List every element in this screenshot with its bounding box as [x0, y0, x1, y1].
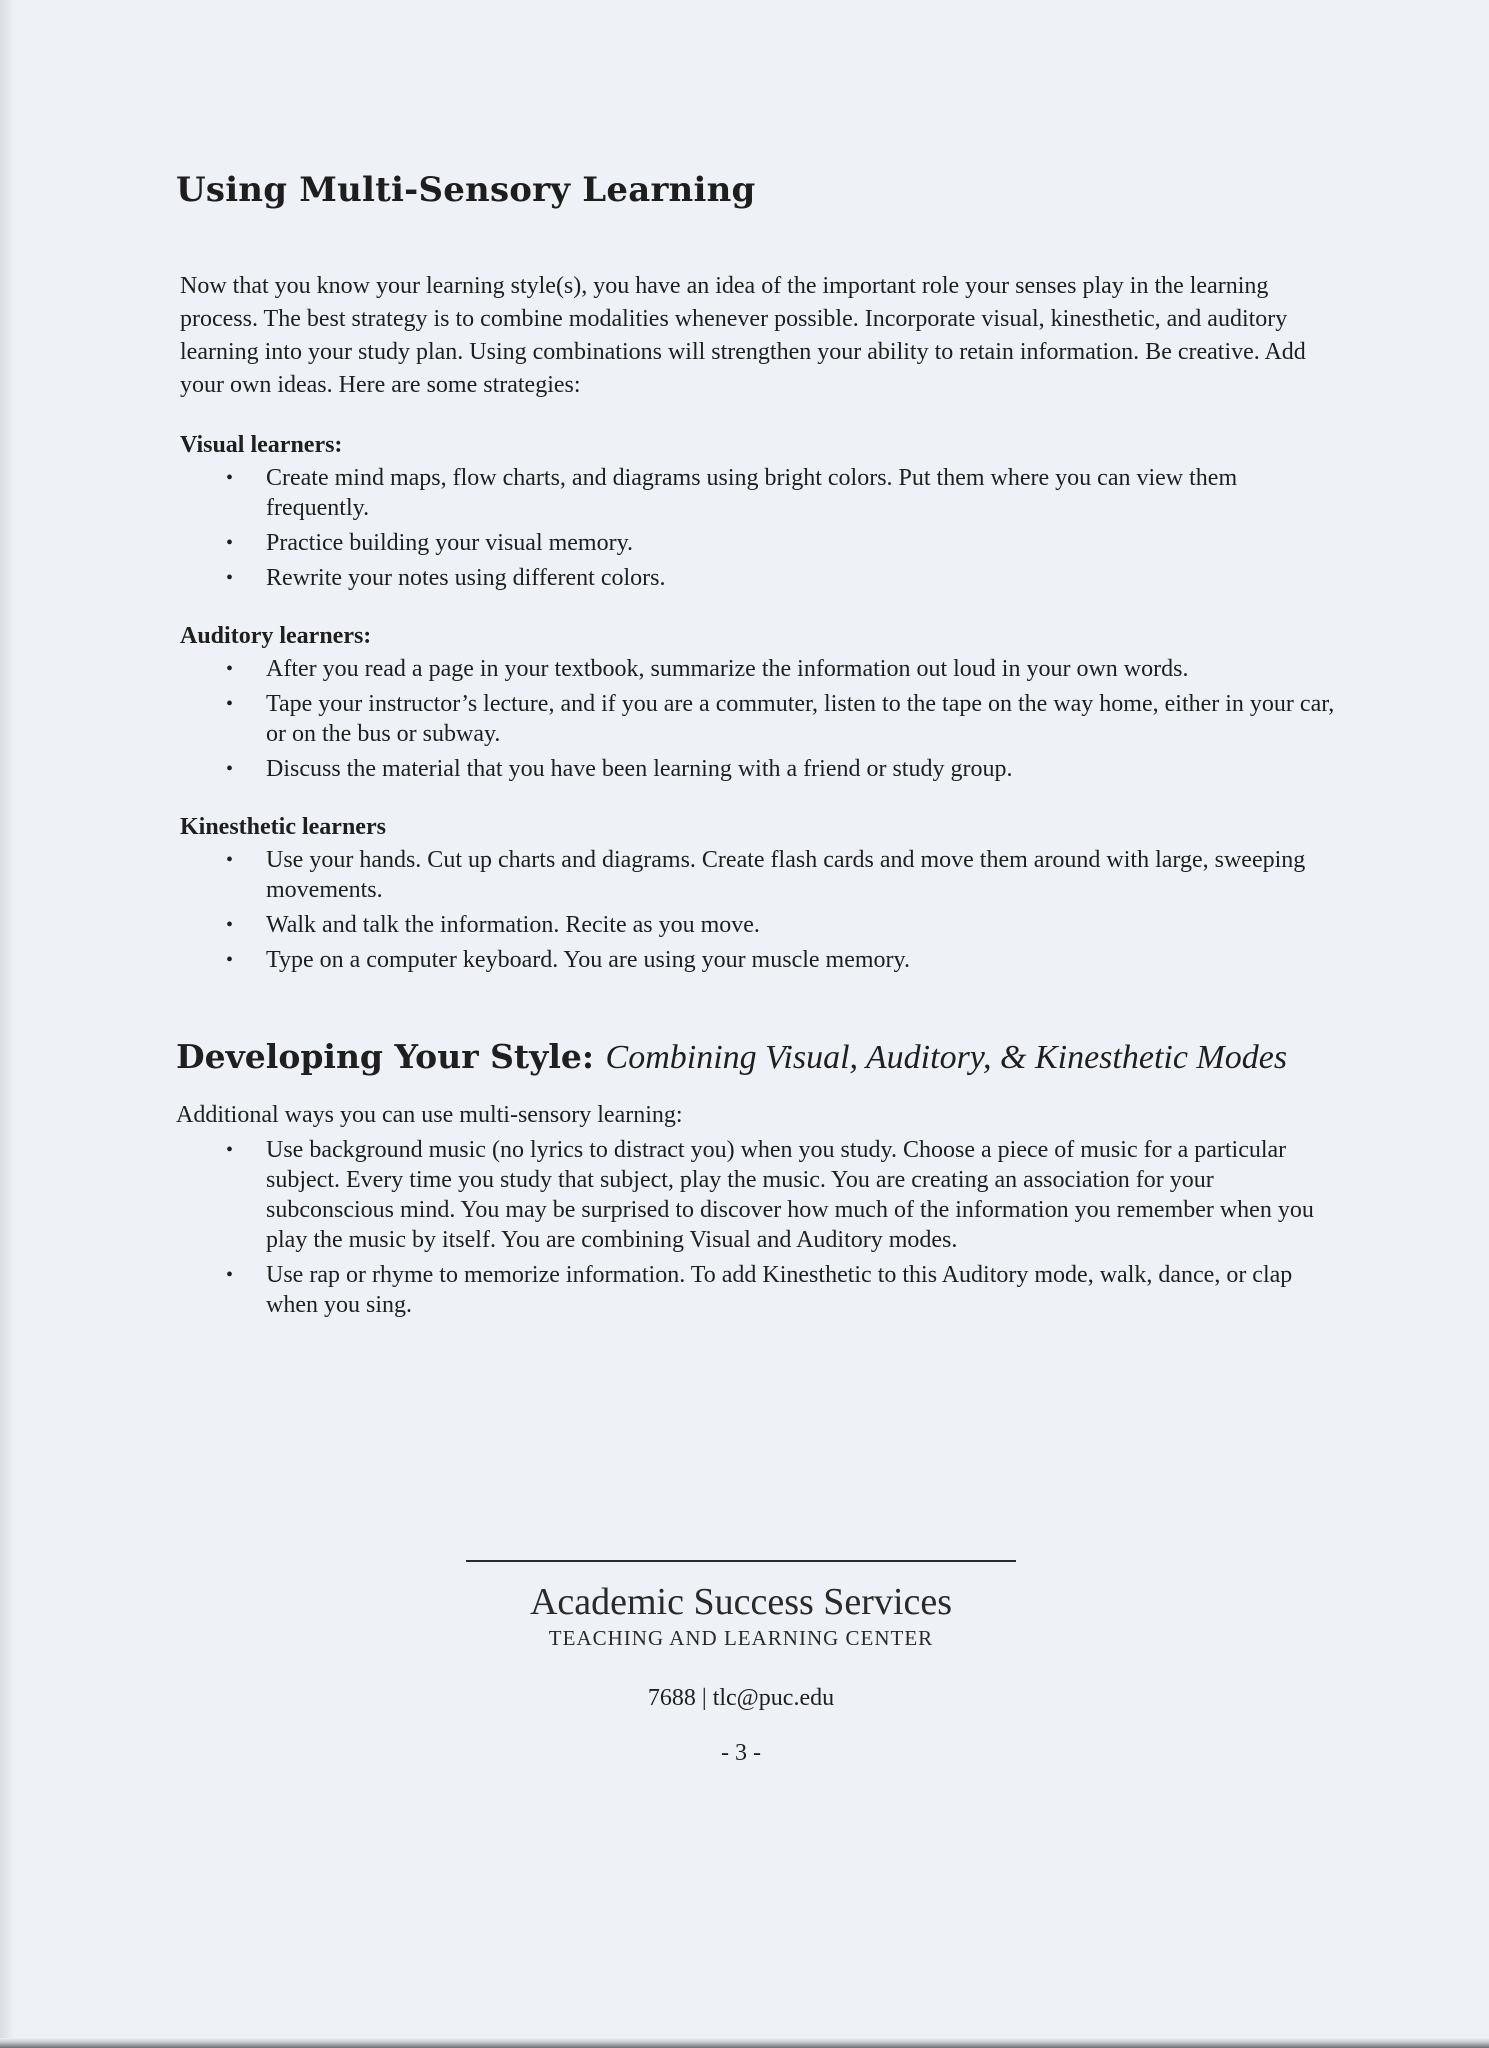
footer-divider [466, 1560, 1016, 1562]
bullet-icon: • [226, 1139, 234, 1161]
bullet-icon: • [226, 693, 234, 715]
list-item-text: Use your hands. Cut up charts and diagrams. Create flash cards and move them around with large, sweeping movements. [266, 847, 1306, 903]
list-item [226, 528, 1336, 558]
list-item [226, 754, 1336, 784]
style-section-list [176, 1135, 1336, 1320]
list-item [226, 945, 1336, 975]
list-item-text: Rewrite your notes using different colors. [266, 565, 666, 591]
bullet-icon: • [226, 914, 234, 936]
auditory-learners-section [176, 623, 1336, 784]
list-item-text: Discuss the material that you have been learning with a friend or study group. [266, 756, 1013, 782]
page-number: - 3 - [721, 1740, 761, 1766]
scan-edge-bottom [0, 2038, 1489, 2048]
footer-center-name: TEACHING AND LEARNING CENTER [548, 1626, 934, 1650]
list-item [226, 463, 1336, 523]
kinesthetic-learners-section [176, 814, 1336, 975]
bullet-icon: • [226, 849, 234, 871]
list-item-text: Type on a computer keyboard. You are using your muscle memory. [266, 947, 910, 973]
list-item [226, 845, 1336, 905]
list-item [226, 654, 1336, 684]
list-item-text: Walk and talk the information. Recite as you move. [266, 912, 760, 938]
intro-paragraph: Now that you know your learning style(s), you have an idea of the important role your senses play in the learning process. The best strategy is to combine modalities whenever possible. Incorporate visual, kinesthetic, and auditory learning into your study plan. Using combinations will strengthen your ability to retain information. Be creative. Add your own ideas. Here are some strategies: [180, 273, 1306, 398]
visual-learners-section [176, 432, 1336, 593]
list-item-text: Create mind maps, flow charts, and diagrams using bright colors. Put them where you can view them frequently. [266, 465, 1238, 521]
list-item-text: Use rap or rhyme to memorize information. To add Kinesthetic to this Auditory mode, walk, dance, or clap when you sing. [266, 1262, 1293, 1318]
list-item [226, 1135, 1336, 1255]
page-content [176, 170, 1336, 1325]
style-section-intro: Additional ways you can use multi-sensory learning: [176, 1102, 683, 1128]
scan-edge-left [0, 0, 14, 2048]
bullet-icon: • [226, 567, 234, 589]
list-item [226, 1260, 1336, 1320]
list-item-text: Use background music (no lyrics to distract you) when you study. Choose a piece of music for a particular subject. Every time you study that subject, play the music. You are creating an association for your subconscious mind. You may be surprised to discover how much of the information you remember when you play the music by itself. You are combining Visual and Auditory modes. [266, 1137, 1314, 1253]
page-title: Using Multi-Sensory Learning [176, 170, 756, 210]
style-section-title: Developing Your Style: [176, 1037, 595, 1076]
auditory-learners-list [176, 654, 1336, 784]
list-item-text: Tape your instructor’s lecture, and if you are a commuter, listen to the tape on the way home, either in your car, or on the bus or subway. [266, 691, 1335, 747]
footer-contact: 7688 | tlc@puc.edu [647, 1685, 835, 1711]
section-heading-visual: Visual learners: [180, 432, 343, 458]
section-heading-auditory: Auditory learners: [180, 623, 372, 649]
list-item [226, 910, 1336, 940]
kinesthetic-learners-list [176, 845, 1336, 975]
list-item [226, 563, 1336, 593]
bullet-icon: • [226, 467, 234, 489]
list-item-text: After you read a page in your textbook, summarize the information out loud in your own words. [266, 656, 1189, 682]
style-section-subtitle: Combining Visual, Auditory, & Kinesthetic Modes [605, 1039, 1288, 1076]
bullet-icon: • [226, 532, 234, 554]
style-section-heading [176, 1037, 1336, 1077]
section-heading-kinesthetic: Kinesthetic learners [180, 814, 386, 840]
bullet-icon: • [226, 1264, 234, 1286]
bullet-icon: • [226, 949, 234, 971]
list-item [226, 689, 1336, 749]
page-footer [466, 1560, 1016, 1767]
bullet-icon: • [226, 658, 234, 680]
footer-organization: Academic Success Services [529, 1581, 953, 1623]
list-item-text: Practice building your visual memory. [266, 530, 634, 556]
visual-learners-list [176, 463, 1336, 593]
bullet-icon: • [226, 758, 234, 780]
